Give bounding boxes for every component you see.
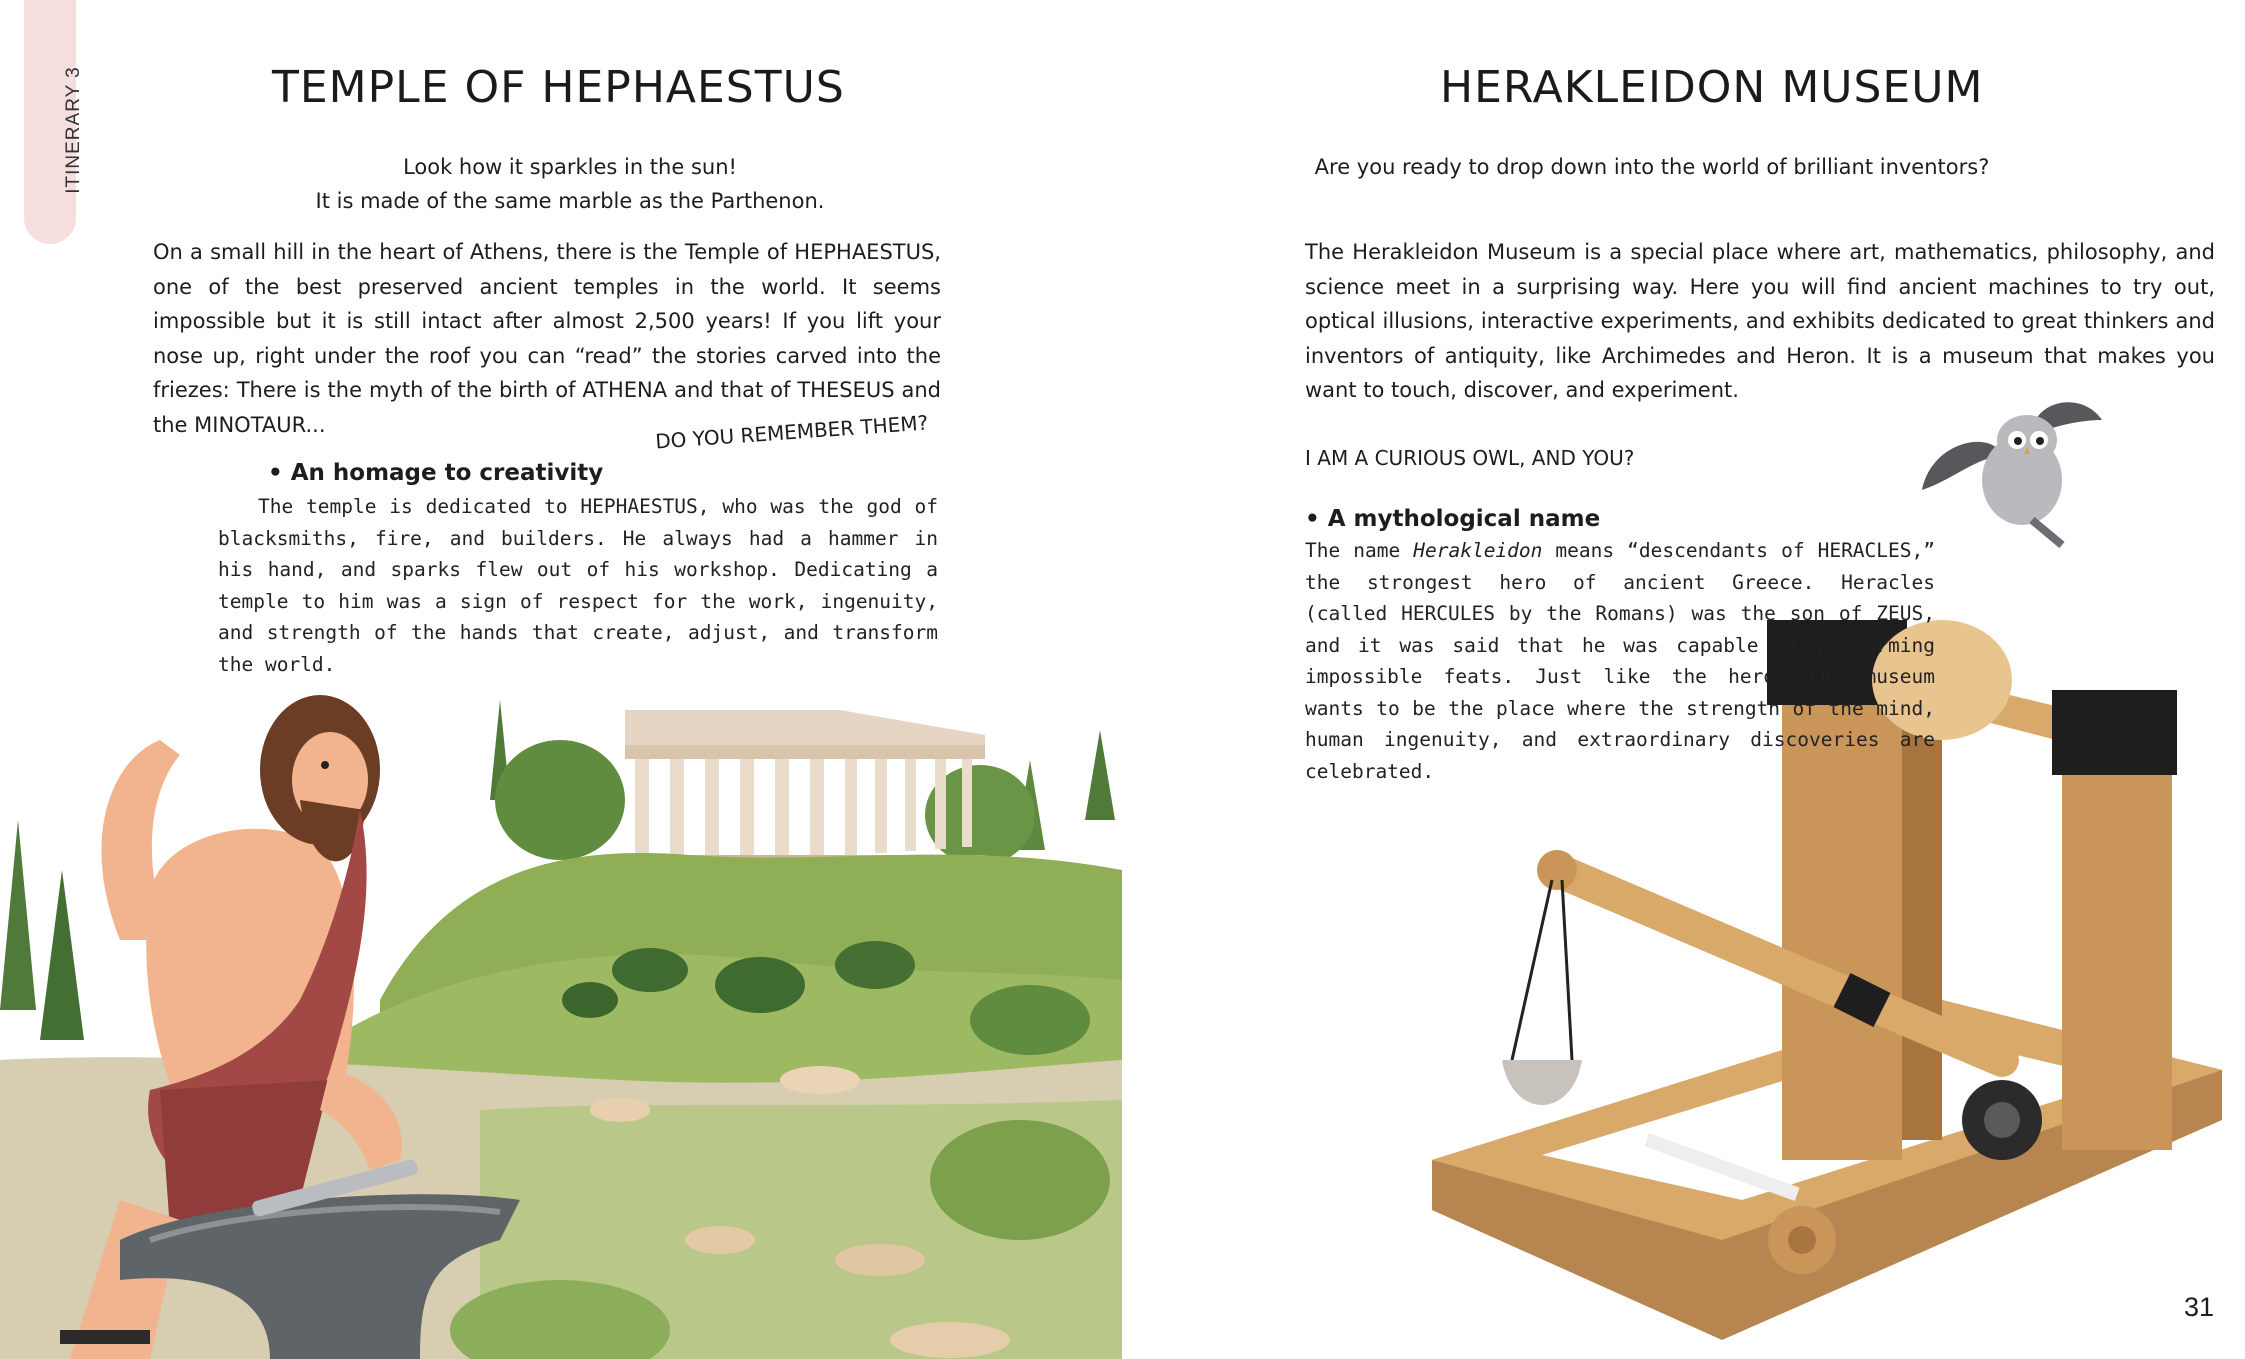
section-text: The temple is dedicated to HEPHAESTUS, who was the god of blacksmiths, fire, and builders. He always had a hammer in his hand, and sparks flew out of his workshop. Dedicating a temple to him was a sign of respect for the work, ingenuity, and strength of the hands that create, adjust, and transform the world. xyxy=(218,495,938,676)
intro-line-1: Look how it sparkles in the sun! xyxy=(403,155,737,179)
section-text xyxy=(1305,535,1935,787)
section-text-start: The name xyxy=(1305,539,1414,562)
section-text-rest: means “descendants of HERACLES,” the strongest hero of ancient Greece. Heracles (called HERCULES by the Romans) was the son of ZEUS, and it was said that he was capable of performing impossible feats. Just like the hero, the museum wants to be the place where the strength of the mind, human ingenuity, and extraordinary discoveries are celebrated. xyxy=(1305,539,1935,783)
hephaestus-illustration xyxy=(0,640,1122,1359)
intro-text: Are you ready to drop down into the world of brilliant inventors? xyxy=(1314,155,1990,179)
itinerary-tab-label: ITINERARY 3 xyxy=(63,66,84,194)
section-heading: • A mythological name xyxy=(1305,506,1601,532)
section-heading: • An homage to creativity xyxy=(268,460,604,486)
page-title: HERAKLEIDON MUSEUM xyxy=(1440,62,1984,113)
left-page xyxy=(0,0,1122,1359)
body-paragraph: The Herakleidon Museum is a special place where art, mathematics, philosophy, and science meet in a surprising way. Here you will find ancient machines to try out, optical illusions, interactive experiments, and exhibits dedicated to great thinkers and inventors of antiquity, like Archimedes and Heron. It is a museum that makes you want to touch, discover, and experiment. xyxy=(1305,240,2215,402)
aside-note: DO YOU REMEMBER THEM? xyxy=(654,410,929,454)
page-title: TEMPLE OF HEPHAESTUS xyxy=(272,62,845,113)
aside-note: I AM A CURIOUS OWL, AND YOU? xyxy=(1305,446,1635,470)
page-number: 31 xyxy=(2184,1292,2215,1322)
right-page xyxy=(1122,0,2245,1359)
body-paragraph: On a small hill in the heart of Athens, there is the Temple of HEPHAESTUS, one of the best preserved ancient temples in the world. It seems impossible but it is still intact after almost 2,500 years! If you lift your nose up, right under the roof you can “read” the stories carved into the friezes: There is the myth of the birth of ATHENA and that of THESEUS and the MINOTAUR... xyxy=(153,240,941,437)
intro-text xyxy=(200,150,940,218)
itinerary-tab xyxy=(24,0,84,244)
section-text-emphasis: Herakleidon xyxy=(1413,539,1543,562)
intro-line-2: It is made of the same marble as the Parthenon. xyxy=(315,189,825,213)
